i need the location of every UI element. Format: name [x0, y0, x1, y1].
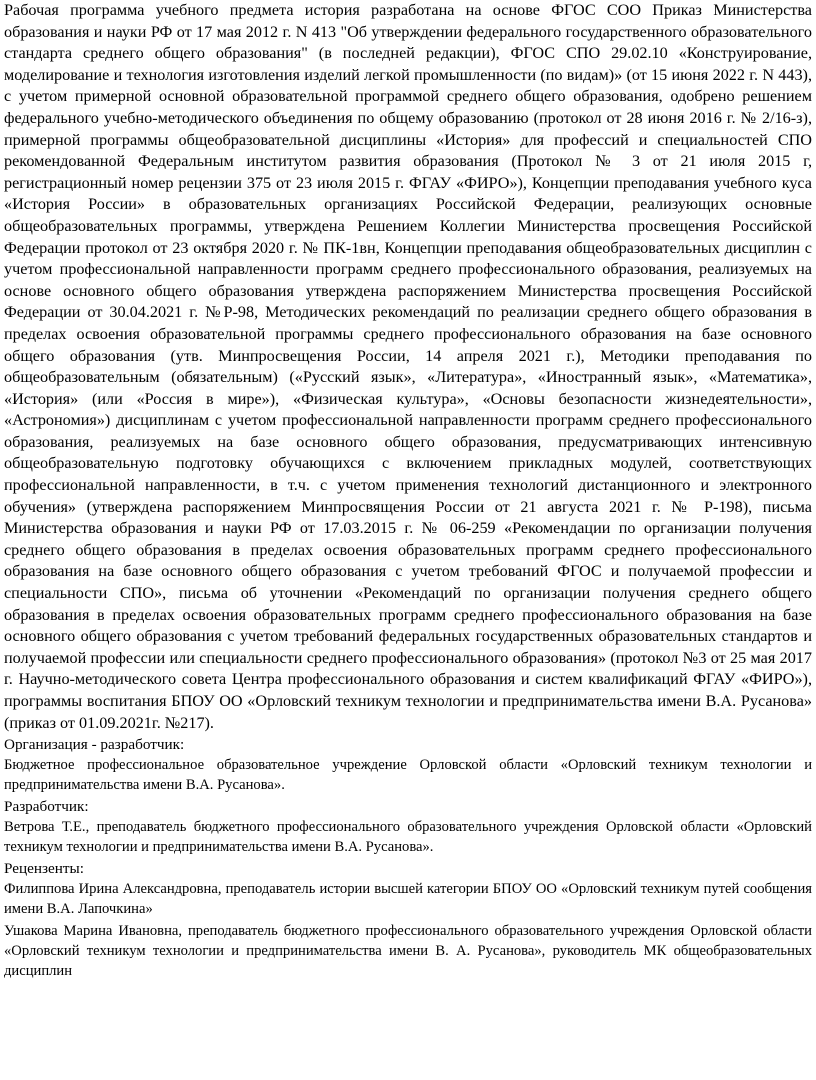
developer-label: Разработчик: — [4, 798, 89, 816]
reviewer-1-text: Филиппова Ирина Александровна, преподаватель истории высшей категории БПОУ ОО «Орловский техникум путей сообщения имени В.А. Лапочкина» — [4, 881, 812, 918]
document-page — [4, 0, 812, 983]
org-text: Бюджетное профессиональное образовательное учреждение Орловской области «Орловский техникум технологии и предпринимательства имени В.А. Русанова». — [4, 757, 812, 794]
developer-text: Ветрова Т.Е., преподаватель бюджетного профессионального образовательного учреждения Орловской области «Орловский техникум технологии и предпринимательства имени В.А. Русанова». — [4, 819, 812, 856]
org-label: Организация - разработчик: — [4, 736, 185, 754]
reviewers-label: Рецензенты: — [4, 860, 84, 878]
reviewer-2-text: Ушакова Марина Ивановна, преподаватель бюджетного профессионального образовательного учреждения Орловской области «Орловский техникум технологии и предпринимательства имени В. А. Русанова», руководитель МК общеобразовательных дисциплин — [4, 923, 812, 980]
main-paragraph: Рабочая программа учебного предмета история разработана на основе ФГОС СОО Приказ Министерства образования и науки РФ от 17 мая 2012 г. N 413 "Об утверждении федерального государственного образовательного стандарта среднего общего образования" (в последней редакции), ФГОС СПО 29.02.10 «Конструирование, моделирование и технология изготовления изделий легкой промышленности (по видам)» (от 15 июня 2022 г. N 443), с учетом примерной основной образовательной программой среднего общего образования, одобрено решением федерального учебно-методического объединения по общему образованию (протокол от 28 июня 2016 г. № 2/16-з), примерной программы общеобразовательной дисциплины «История» для профессий и специальностей СПО рекомендованной Федеральным институтом развития образования (Протокол № 3 от 21 июля 2015 г, регистрационный номер рецензии 375 от 23 июля 2015 г. ФГАУ «ФИРО»), Концепции преподавания учебного куса «История России» в образовательных организациях Российской Федерации, реализующих основные общеобразовательных программы, утверждена Решением Коллегии Министерства просвещения Российской Федерации протокол от 23 октября 2020 г. № ПК-1вн, Концепции преподавания общеобразовательных дисциплин с учетом профессиональной направленности программ среднего профессионального образования, реализуемых на основе основного общего образования утверждена распоряжением Министерства просвещения Российской Федерации от 30.04.2021 г. №Р-98, Методических рекомендаций по реализации среднего общего образования в пределах освоения образовательной программы среднего профессионального образования на базе основного общего образования (утв. Минпросвещения России, 14 апреля 2021 г.), Методики преподавания по общеобразовательным (обязательным) («Русский язык», «Литература», «Иностранный язык», «Математика», «История» (или «Россия в мире»), «Физическая культура», «Основы безопасности жизнедеятельности», «Астрономия») дисциплинам с учетом профессиональной направленности программ среднего профессионального образования, реализуемых на базе основного общего образования, предусматривающих интенсивную общеобразовательную подготовку обучающихся с включением прикладных модулей, соответствующих профессиональной направленности, в т.ч. с учетом применения технологий дистанционного и электронного обучения» (утверждена распоряжением Минпросвящения России от 21 августа 2021 г. № Р-198), письма Министерства образования и науки РФ от 17.03.2015 г. № 06-259 «Рекомендации по организации получения среднего общего образования в пределах освоения образовательных программ среднего профессионального образования на базе основного общего образования с учетом требований ФГОС и получаемой профессии и специальности СПО», письма об уточнении «Рекомендаций по организации получения среднего общего образования в пределах освоения образовательных программ среднего профессионального образования на базе основного общего образования с учетом требований федеральных государственных образовательных стандартов и получаемой профессии или специальности среднего профессионального образования» (протокол №3 от 25 мая 2017 г. Научно-методического совета Центра профессионального образования и систем квалификаций ФГАУ «ФИРО»), программы воспитания БПОУ ОО «Орловский техникум технологии и предпринимательства имени В.А. Русанова» (приказ от 01.09.2021г. №217). — [4, 1, 812, 732]
